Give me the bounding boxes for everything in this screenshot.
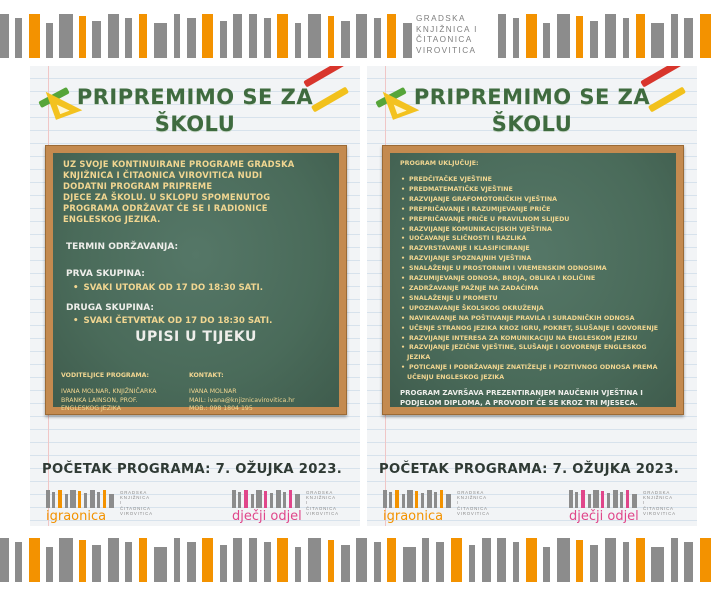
book-spine <box>427 490 432 508</box>
list-item: • RAZVIJANJE KOMUNIKACIJSKIH VJEŠTINA <box>401 225 677 235</box>
mini-library-line: VIROVITICA <box>306 510 339 516</box>
book-spine <box>469 545 476 582</box>
poster-title-line2: ŠKOLU <box>491 112 573 136</box>
book-spine <box>526 538 537 582</box>
book-spine <box>283 492 286 508</box>
intro-line: DJECE ZA ŠKOLU. U SKLOPU SPOMENUTOG <box>63 192 271 202</box>
book-spine <box>139 538 148 582</box>
book-spine <box>232 490 236 508</box>
book-spine <box>636 538 645 582</box>
book-spine <box>446 494 451 508</box>
book-spine <box>289 490 293 508</box>
book-spine <box>590 545 599 582</box>
enrollment-notice: UPISI U TIJEKU <box>135 329 257 345</box>
book-spine <box>256 490 261 508</box>
book-spine <box>90 490 95 508</box>
mini-library-line: GRADSKA <box>457 490 485 495</box>
list-item-continuation: UČENJU ENGLESKOG JEZIKA <box>407 374 505 382</box>
book-spine <box>389 492 392 508</box>
book-spine <box>238 492 241 508</box>
group2-schedule: • SVAKI ČETVRTAK OD 17 DO 18:30 SATI. <box>73 316 272 326</box>
book-spine <box>125 18 132 58</box>
book-spine <box>557 538 570 582</box>
list-item: • RAZVIJANJE GRAFOMOTORIČKIH VJEŠTINA <box>401 195 677 205</box>
list-item: • SNALAŽENJE U PROMETU <box>401 294 677 304</box>
intro-line: ENGLESKOG JEZIKA. <box>63 214 161 224</box>
leaders-column <box>61 372 157 413</box>
book-spine <box>139 14 148 58</box>
mini-library-line: KNJIŽNICA I <box>306 495 336 506</box>
list-item: • UPOZNAVANJE ŠKOLSKOG OKRUŽENJA <box>401 304 677 314</box>
book-spine <box>636 14 645 58</box>
mini-library-line: KNJIŽNICA I <box>120 495 150 506</box>
group1-title: PRVA SKUPINA: <box>66 269 145 279</box>
book-spine <box>109 494 114 508</box>
book-spine <box>59 538 72 582</box>
intro-line: UZ SVOJE KONTINUIRANE PROGRAME GRADSKA <box>63 159 295 169</box>
book-spine <box>341 21 350 58</box>
book-spine <box>593 490 598 508</box>
book-spine <box>497 14 506 58</box>
book-spine <box>328 16 335 58</box>
book-spine <box>576 540 583 582</box>
book-spine <box>569 490 573 508</box>
book-spine <box>557 14 570 58</box>
mini-book-logo-icon <box>383 490 453 508</box>
book-spine <box>187 18 196 58</box>
book-spine <box>308 14 321 58</box>
mini-library-text <box>643 490 676 516</box>
book-spine <box>387 538 396 582</box>
book-spine <box>651 23 664 58</box>
book-spine <box>65 494 68 508</box>
book-spine <box>513 18 520 58</box>
poster-title: PRIPREMIMO SE ZA <box>413 85 651 109</box>
book-spine <box>671 14 678 58</box>
mini-book-logo-icon <box>569 490 639 508</box>
intro-line: KNJIŽNICA I ČITAONICA VIROVITICA NUDI <box>63 170 263 180</box>
book-spine <box>84 493 88 508</box>
book-spine <box>383 490 387 508</box>
book-spine <box>79 16 86 58</box>
book-spine <box>174 538 181 582</box>
group1-schedule: • SVAKI UTORAK OD 17 DO 18:30 SATI. <box>73 283 263 293</box>
djecji-odjel-label: dječji odjel <box>232 509 302 524</box>
list-item: • NAVIKAVANJE NA POŠTIVANJE PRAVILA I SURADNIČKIH ODNOSA <box>401 314 677 324</box>
djecji-odjel-label: dječji odjel <box>569 509 639 524</box>
book-spine <box>202 14 213 58</box>
book-spine <box>543 23 550 58</box>
mini-library-line: VIROVITICA <box>120 510 153 516</box>
book-spine <box>277 538 288 582</box>
book-spine <box>497 538 506 582</box>
book-spine <box>601 491 604 508</box>
mini-book-logo-icon <box>232 490 302 508</box>
book-spine <box>402 494 405 508</box>
library-name-line: ČITAONICA <box>416 35 473 44</box>
book-spine <box>440 490 444 508</box>
mini-library-line: VIROVITICA <box>643 510 676 516</box>
book-spine <box>220 21 227 58</box>
closing-line: PODJELOM DIPLOMA, A PROVODIT ĆE SE KROZ TRI MJESECA. <box>400 399 638 407</box>
closing-text <box>400 388 680 408</box>
mini-library-line: ČITAONICA <box>306 505 337 511</box>
list-item: • RAZVIJANJE JEZIČNE VJEŠTINE, SLUŠANJE I GOVORENJE ENGLESKOG <box>401 343 677 353</box>
book-spine <box>356 538 367 582</box>
program-list-title: PROGRAM UKLJUČUJE: <box>400 160 479 167</box>
book-spine <box>700 538 711 582</box>
book-spine <box>249 538 258 582</box>
book-spine <box>684 542 693 582</box>
chalkboard-surface <box>390 153 676 407</box>
book-spine <box>276 490 281 508</box>
mini-library-line: KNJIŽNICA I <box>643 495 673 506</box>
book-spine <box>233 14 242 58</box>
book-spine <box>436 542 445 582</box>
book-spine <box>249 14 258 58</box>
book-spine <box>575 492 578 508</box>
book-spine <box>78 491 81 508</box>
book-spine <box>295 494 300 508</box>
book-spine <box>607 493 611 508</box>
book-spine <box>29 14 40 58</box>
book-spine <box>588 494 591 508</box>
book-spine <box>154 547 167 582</box>
mini-library-line: ČITAONICA <box>120 505 151 511</box>
intro-line: DODATNI PROGRAM PRIPREME <box>63 181 213 191</box>
list-item: • RAZVIJANJE SPOZNAJNIH VJEŠTINA <box>401 254 677 264</box>
book-spine <box>407 490 412 508</box>
poster-right <box>367 66 697 526</box>
book-spine <box>233 538 242 582</box>
book-spine <box>251 494 254 508</box>
book-spine <box>202 538 213 582</box>
book-spine <box>0 14 9 58</box>
book-spine <box>543 547 550 582</box>
program-list <box>401 175 677 383</box>
bottom-book-border <box>0 538 716 582</box>
book-spine <box>526 14 537 58</box>
book-spine <box>270 493 274 508</box>
library-name-line: VIROVITICA <box>416 45 477 55</box>
program-start-date: POČETAK PROGRAMA: 7. OŽUJKA 2023. <box>379 462 679 477</box>
list-item: • PREPRIČAVANJE PRIČE U PRAVILNOM SLIJEDU <box>401 215 677 225</box>
book-spine <box>613 490 618 508</box>
book-spine <box>103 490 107 508</box>
book-spine <box>264 542 271 582</box>
book-spine <box>29 538 40 582</box>
list-item: • RAZVRSTAVANJE I KLASIFICIRANJE <box>401 244 677 254</box>
leader-line: ENGLESKOG JEZIKA <box>61 404 121 412</box>
chalkboard <box>45 145 347 415</box>
book-spine <box>632 494 637 508</box>
book-spine <box>46 547 53 582</box>
leaders-title: VODITELJICE PROGRAMA: <box>61 372 150 379</box>
book-spine <box>620 492 623 508</box>
list-item: • SNALAŽENJE U PROSTORNIM I VREMENSKIM ODNOSIMA <box>401 264 677 274</box>
top-book-border <box>0 14 716 58</box>
book-spine <box>244 490 249 508</box>
mini-library-text <box>457 490 490 516</box>
schedule-title: TERMIN ODRŽAVANJA: <box>66 242 179 252</box>
list-item: • POTICANJE I PODRŽAVANJE ZNATIŽELJE I POZITIVNOG ODNOSA PREMA <box>401 363 677 373</box>
book-spine <box>125 542 132 582</box>
mini-library-line: GRADSKA <box>306 490 334 495</box>
book-spine <box>154 23 167 58</box>
contact-title: KONTAKT: <box>189 372 224 379</box>
chalkboard-surface <box>53 153 339 412</box>
poster-title: PRIPREMIMO SE ZA <box>76 85 314 109</box>
book-spine <box>374 542 381 582</box>
mini-book-logo-icon <box>46 490 116 508</box>
book-spine <box>70 490 75 508</box>
contact-email: MAIL: ivana@knjiznicavirovitica.hr <box>189 396 295 404</box>
list-item: • RAZVIJANJE INTERESA ZA KOMUNIKACIJU NA ENGLESKOM JEZIKU <box>401 334 677 344</box>
intro-line: PROGRAMA ODRŽAVAT ĆE SE I RADIONICE <box>63 203 268 213</box>
mini-library-line: GRADSKA <box>643 490 671 495</box>
book-spine <box>651 547 664 582</box>
list-item: • UČENJE STRANOG JEZIKA KROZ IGRU, POKRET, SLUŠANJE I GOVORENJE <box>401 324 677 334</box>
book-spine <box>513 542 520 582</box>
book-spine <box>97 492 100 508</box>
book-spine <box>434 492 437 508</box>
book-spine <box>605 538 616 582</box>
mini-library-line: ČITAONICA <box>457 505 488 511</box>
book-spine <box>421 493 425 508</box>
list-item: • UOČAVANJE SLIČNOSTI I RAZLIKA <box>401 234 677 244</box>
list-item: • ZADRŽAVANJE PAŽNJE NA ZADAĆIMA <box>401 284 677 294</box>
book-spine <box>308 538 321 582</box>
book-spine <box>341 545 350 582</box>
igraonica-label: igraonica <box>383 509 444 524</box>
book-spine <box>15 18 22 58</box>
book-spine <box>415 491 418 508</box>
book-spine <box>576 16 583 58</box>
list-item-continuation: JEZIKA <box>407 354 431 362</box>
book-spine <box>46 490 50 508</box>
library-logo-text <box>412 12 498 58</box>
book-spine <box>356 14 367 58</box>
mini-library-line: VIROVITICA <box>457 510 490 516</box>
poster-title-line2: ŠKOLU <box>154 112 236 136</box>
book-spine <box>626 490 630 508</box>
book-spine <box>422 538 429 582</box>
book-spine <box>264 18 271 58</box>
book-spine <box>58 490 63 508</box>
book-spine <box>264 491 267 508</box>
program-start-date: POČETAK PROGRAMA: 7. OŽUJKA 2023. <box>42 462 342 477</box>
book-spine <box>700 14 711 58</box>
book-spine <box>623 18 630 58</box>
list-item: • PREPRIČAVANJE I RAZUMIJEVANJE PRIČE <box>401 205 677 215</box>
book-spine <box>52 492 55 508</box>
book-spine <box>187 542 196 582</box>
book-spine <box>395 490 400 508</box>
library-name-line: GRADSKA <box>416 14 466 23</box>
book-spine <box>108 14 119 58</box>
book-spine <box>581 490 586 508</box>
book-spine <box>220 545 227 582</box>
book-spine <box>46 23 53 58</box>
contact-column <box>189 372 295 413</box>
contact-phone: MOB.: 098 1804 195 <box>189 404 253 412</box>
book-spine <box>403 547 416 582</box>
book-spine <box>374 18 381 58</box>
book-spine <box>605 14 616 58</box>
book-spine <box>482 538 491 582</box>
chalkboard <box>382 145 684 415</box>
book-spine <box>451 538 462 582</box>
book-spine <box>59 14 72 58</box>
book-spine <box>684 18 693 58</box>
list-item: • PREDMATEMATIČKE VJEŠTINE <box>401 185 677 195</box>
mini-library-text <box>306 490 339 516</box>
book-spine <box>295 23 302 58</box>
igraonica-label: igraonica <box>46 509 107 524</box>
book-spine <box>387 14 396 58</box>
book-spine <box>92 545 101 582</box>
list-item: • RAZUMIJEVANJE ODNOSA, BROJA, OBLIKA I KOLIČINE <box>401 274 677 284</box>
mini-library-text <box>120 490 153 516</box>
list-item: • PREDČITAČKE VJEŠTINE <box>401 175 677 185</box>
intro-text <box>63 159 341 225</box>
book-spine <box>15 542 22 582</box>
book-spine <box>295 547 302 582</box>
poster-left <box>30 66 360 526</box>
book-spine <box>623 542 630 582</box>
book-spine <box>92 21 101 58</box>
book-spine <box>328 540 335 582</box>
book-spine <box>174 14 181 58</box>
leader-line: IVANA MOLNAR, KNJIŽNIČARKA <box>61 388 157 396</box>
group2-title: DRUGA SKUPINA: <box>66 303 155 313</box>
library-name-line: KNJIŽNICA I <box>416 24 478 34</box>
leader-line: BRANKA LAINSON, PROF. <box>61 396 138 404</box>
book-spine <box>0 538 9 582</box>
mini-library-line: ČITAONICA <box>643 505 674 511</box>
closing-line: PROGRAM ZAVRŠAVA PREZENTIRANJEM NAUČENIH VJEŠTINA I <box>400 389 643 397</box>
book-spine <box>79 540 86 582</box>
book-spine <box>108 538 119 582</box>
contact-line: IVANA MOLNAR <box>189 388 237 396</box>
book-spine <box>277 14 288 58</box>
mini-library-line: GRADSKA <box>120 490 148 495</box>
book-spine <box>671 538 678 582</box>
mini-library-line: KNJIŽNICA I <box>457 495 487 506</box>
book-spine <box>590 21 599 58</box>
